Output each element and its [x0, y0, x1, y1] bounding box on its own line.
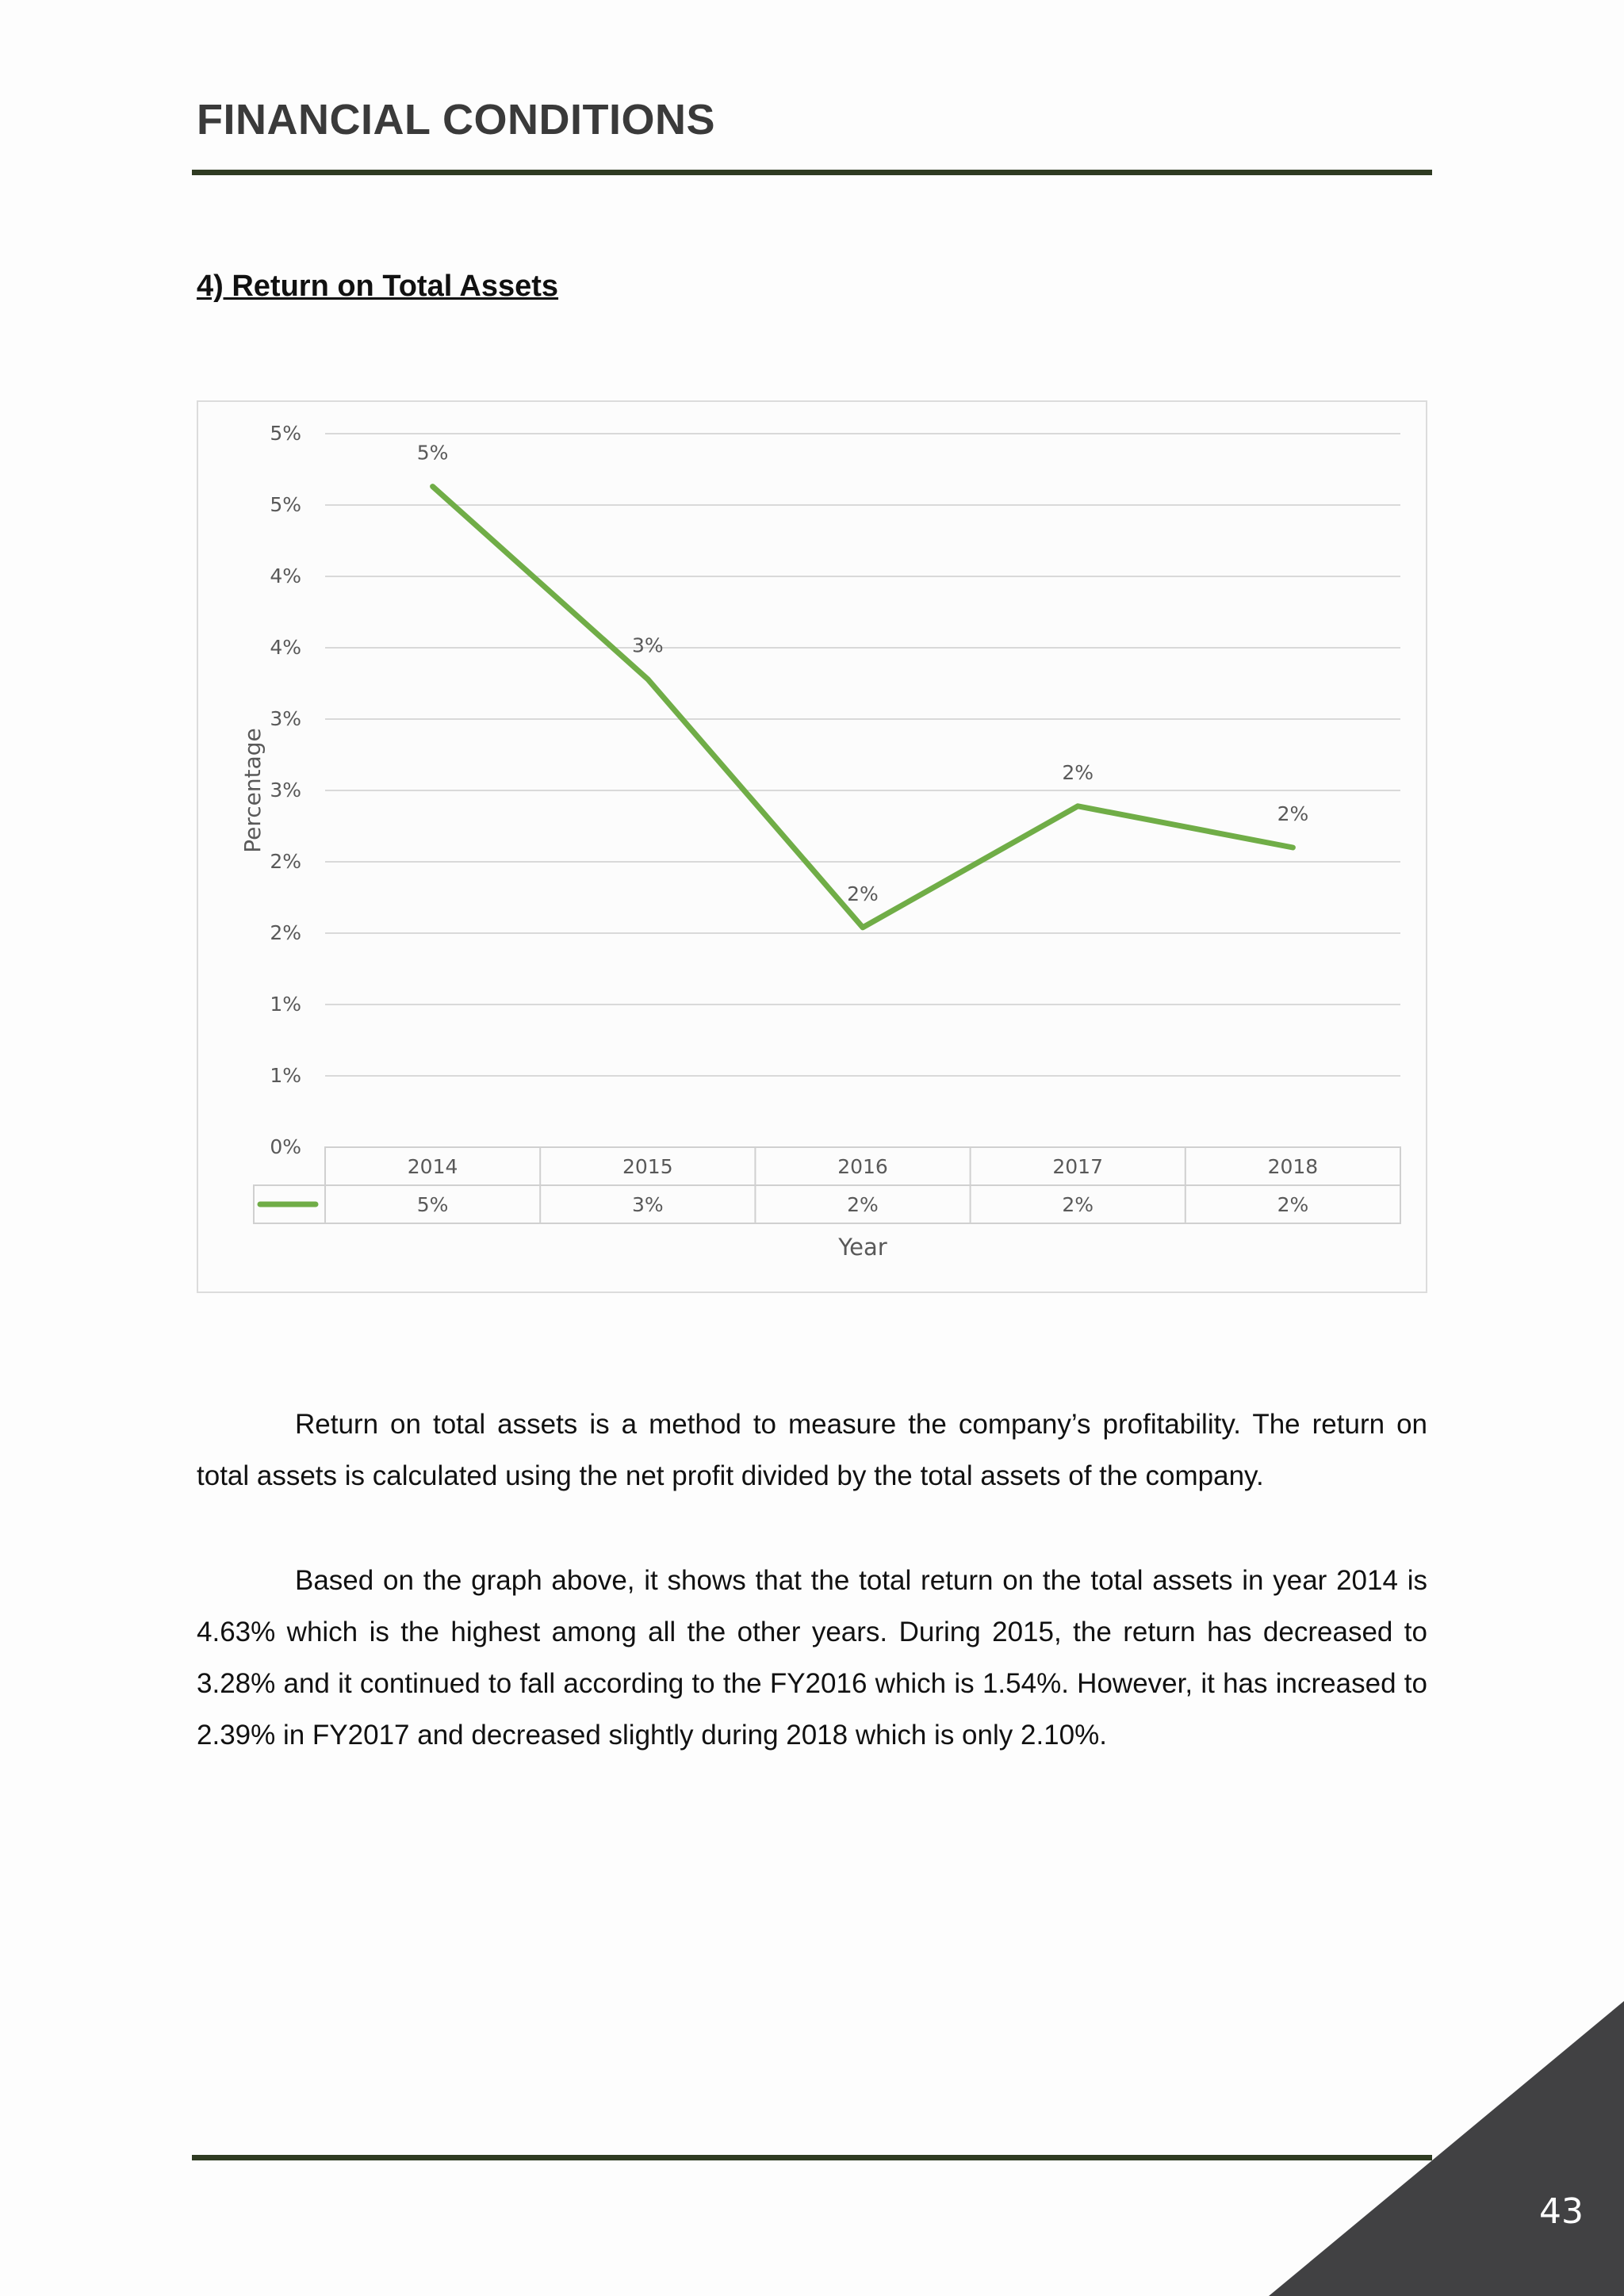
data-table-value: 2%	[1277, 1193, 1309, 1216]
section-title: 4) Return on Total Assets	[197, 270, 559, 303]
y-tick-label: 3%	[270, 779, 301, 802]
x-axis-title: Year	[838, 1234, 887, 1261]
footer-divider	[192, 2155, 1432, 2160]
data-point	[645, 677, 650, 682]
y-tick-label: 3%	[270, 707, 301, 730]
y-tick-label: 2%	[270, 850, 301, 873]
x-category-label: 2018	[1267, 1155, 1319, 1178]
x-category-label: 2017	[1052, 1155, 1104, 1178]
y-tick-label: 5%	[270, 422, 301, 445]
chart-canvas	[198, 402, 1429, 1295]
corner-triangle-shape	[1269, 2001, 1624, 2296]
x-category-label: 2016	[837, 1155, 888, 1178]
data-label: 2%	[1062, 760, 1094, 784]
paragraph-analysis: Based on the graph above, it shows that the total return on the total assets in year 2014 is 4.63% which is the highest among all the other years. During 2015, the return has decreased to 3.28% and it continued to fall according to the FY2016 which is 1.54%. However, it has increased to 2.39% in FY2017 and decreased slightly during 2018 which is only 2.10%.	[197, 1565, 1427, 1751]
data-label: 2%	[847, 882, 879, 905]
data-point	[431, 484, 435, 489]
data-point	[1290, 845, 1295, 850]
y-tick-label: 5%	[270, 493, 301, 516]
data-label: 3%	[631, 633, 664, 657]
data-label: 5%	[416, 441, 449, 465]
y-tick-label: 2%	[270, 921, 301, 944]
x-category-label: 2015	[622, 1155, 673, 1178]
data-point	[860, 925, 865, 930]
y-axis-title: Percentage	[239, 728, 266, 853]
page-number: 43	[1539, 2191, 1584, 2232]
x-category-label: 2014	[407, 1155, 458, 1178]
data-label: 2%	[1277, 802, 1309, 825]
data-table-value: 2%	[847, 1193, 879, 1216]
y-tick-label: 0%	[270, 1135, 301, 1158]
line-chart	[197, 400, 1427, 1293]
paragraph-definition: Return on total assets is a method to measure the company’s profitability. The return on total assets is calculated using the net profit divided by the total assets of the company.	[197, 1409, 1427, 1491]
y-tick-label: 4%	[270, 636, 301, 659]
y-tick-label: 1%	[270, 993, 301, 1016]
data-point	[1075, 804, 1080, 809]
page-title: FINANCIAL CONDITIONS	[197, 96, 715, 144]
data-table-value: 2%	[1062, 1193, 1094, 1216]
header-divider	[192, 170, 1432, 175]
y-tick-label: 4%	[270, 564, 301, 587]
y-tick-label: 1%	[270, 1064, 301, 1087]
data-table-value: 3%	[631, 1193, 664, 1216]
data-table-value: 5%	[416, 1193, 449, 1216]
corner-triangle	[1269, 2001, 1624, 2296]
